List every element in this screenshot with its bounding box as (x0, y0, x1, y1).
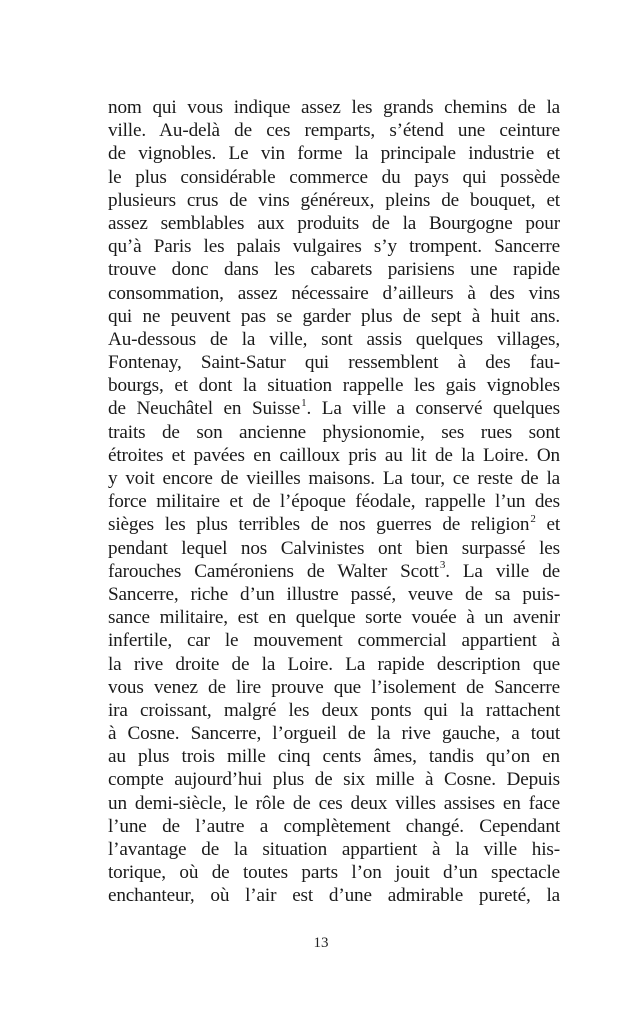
footnote-marker: 1 (301, 397, 307, 410)
text-line: sance militaire, est en quelque sorte vouée à un avenir (108, 607, 560, 629)
text-segment: . La ville a conservé quelques (306, 398, 560, 420)
text-line: bourgs, et dont la situation rappelle les gais vignobles (108, 375, 560, 397)
text-line: enchanteur, où l’air est d’une admirable pureté, la (108, 885, 560, 907)
text-line: assez semblables aux produits de la Bourgogne pour (108, 212, 560, 234)
text-line: Au-dessous de la ville, sont assis quelques villages, (108, 328, 560, 350)
text-line: l’avantage de la situation appartient à la ville his- (108, 839, 560, 860)
text-line: un demi-siècle, le rôle de ces deux villes assises en face (108, 792, 560, 814)
text-line: pendant lequel nos Calvinistes ont bien surpassé les (108, 537, 560, 559)
text-segment: et (535, 514, 560, 536)
page-number: 13 (313, 935, 329, 951)
footnote-marker: 2 (530, 512, 536, 525)
text-segment: farouches Caméroniens de Walter Scott (108, 560, 439, 582)
text-line: trouve donc dans les cabarets parisiens une rapide (108, 259, 560, 281)
text-line: à Cosne. Sancerre, l’orgueil de la rive gauche, a tout (108, 723, 560, 745)
text-line: la rive droite de la Loire. La rapide description que (108, 653, 560, 675)
text-segment: de Neuchâtel en Suisse (108, 398, 301, 420)
text-line-with-footnote (108, 513, 560, 536)
text-line: ville. Au-delà de ces remparts, s’étend une ceinture (108, 120, 560, 142)
text-line: Sancerre, riche d’un illustre passé, veuve de sa puis- (108, 583, 560, 605)
text-segment: . La ville de (445, 560, 560, 582)
text-line: au plus trois mille cinq cents âmes, tandis qu’on en (108, 746, 560, 768)
text-line: consommation, assez nécessaire d’ailleurs à des vins (108, 282, 560, 304)
text-line: l’une de l’autre a complètement changé. Cependant (108, 815, 560, 837)
text-line: Fontenay, Saint-Satur qui ressemblent à des fau- (108, 352, 560, 374)
text-line: infertile, car le mouvement commercial appartient à (108, 630, 560, 652)
text-line: y voit encore de vieilles maisons. La tour, ce reste de la (108, 468, 560, 489)
text-line: nom qui vous indique assez les grands chemins de la (108, 97, 560, 118)
text-line-with-footnote (108, 397, 560, 420)
text-line: qu’à Paris les palais vulgaires s’y trompent. Sancerre (108, 236, 560, 258)
text-line: de vignobles. Le vin forme la principale industrie et (108, 143, 560, 165)
text-line: ira croissant, malgré les deux ponts qui la rattachent (108, 699, 560, 721)
text-line: compte aujourd’hui plus de six mille à Cosne. Depuis (108, 769, 560, 791)
text-line-with-footnote (108, 560, 560, 583)
text-line: vous venez de lire prouve que l’isolement de Sancerre (108, 676, 560, 698)
footnote-marker: 3 (439, 559, 446, 572)
text-segment: sièges les plus terribles de nos guerres de religion (108, 514, 530, 536)
text-line: plusieurs crus de vins généreux, pleins de bouquet, et (108, 189, 560, 211)
text-line: le plus considérable commerce du pays qui possède (108, 166, 560, 188)
body-text (108, 96, 560, 908)
text-line: torique, où de toutes parts l’on jouit d’un spectacle (108, 862, 560, 884)
text-line: qui ne peuvent pas se garder plus de sept à huit ans. (108, 305, 560, 327)
text-line: traits de son ancienne physionomie, ses rues sont (108, 421, 560, 443)
text-line: étroites et pavées en cailloux pris au lit de la Loire. On (108, 444, 560, 466)
text-line: force militaire et de l’époque féodale, rappelle l’un des (108, 491, 560, 513)
